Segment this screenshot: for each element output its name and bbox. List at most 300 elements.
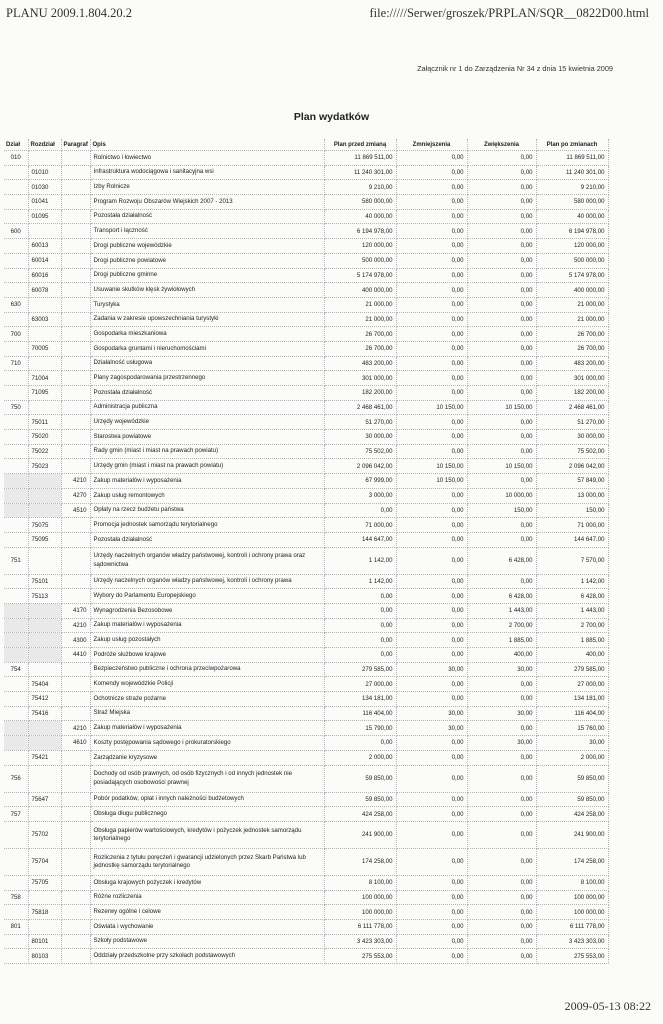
cell-zwiekszenia: 0,00 (467, 875, 536, 890)
cell-rozdzial: 71095 (28, 386, 61, 401)
cell-dzial (4, 633, 28, 648)
table-row (4, 297, 608, 312)
cell-rozdzial (28, 807, 61, 822)
cell-paragraf (61, 356, 90, 371)
cell-zwiekszenia: 0,00 (467, 821, 536, 848)
cell-paragraf (61, 518, 90, 533)
cell-plan-po: 3 423 303,00 (536, 934, 608, 949)
table-row (4, 430, 608, 445)
cell-paragraf (61, 792, 90, 807)
cell-plan-przed: 0,00 (324, 633, 396, 648)
cell-rozdzial: 60013 (28, 239, 61, 254)
cell-rozdzial (28, 890, 61, 905)
cell-rozdzial: 80101 (28, 934, 61, 949)
print-header-title: PLANU 2009.1.804.20.2 (6, 6, 133, 20)
cell-zmniejszenia: 0,00 (396, 532, 467, 547)
cell-zmniejszenia: 0,00 (396, 430, 467, 445)
cell-zmniejszenia: 0,00 (396, 444, 467, 459)
cell-rozdzial: 75113 (28, 589, 61, 604)
cell-dzial: 600 (4, 224, 28, 239)
cell-opis: Oddziały przedszkolne przy szkołach podstawowych (90, 949, 324, 964)
cell-dzial (4, 165, 28, 180)
cell-dzial: 757 (4, 807, 28, 822)
cell-paragraf (61, 430, 90, 445)
table-row (4, 239, 608, 254)
cell-plan-przed: 75 502,00 (324, 444, 396, 459)
cell-opis: Drogi publiczne wojewódzkie (90, 239, 324, 254)
table-row (4, 312, 608, 327)
cell-dzial: 756 (4, 765, 28, 792)
cell-opis: Zakup materiałów i wyposażenia (90, 721, 324, 736)
cell-paragraf (61, 297, 90, 312)
cell-plan-po: 2 700,00 (536, 618, 608, 633)
cell-zmniejszenia: 0,00 (396, 677, 467, 692)
cell-plan-przed: 2 000,00 (324, 750, 396, 765)
cell-paragraf (61, 532, 90, 547)
table-row (4, 341, 608, 356)
cell-opis: Rozliczenia z tytułu poręczeń i gwarancji udzielonych przez Skarb Państwa lub jednostkę samorządu terytorialnego (90, 848, 324, 875)
cell-dzial: 758 (4, 890, 28, 905)
cell-dzial (4, 488, 28, 503)
cell-plan-przed: 6 194 978,00 (324, 224, 396, 239)
cell-rozdzial: 75011 (28, 415, 61, 430)
table-row (4, 165, 608, 180)
cell-opis: Izby Rolnicze (90, 180, 324, 195)
cell-dzial: 751 (4, 547, 28, 574)
cell-plan-przed: 26 700,00 (324, 341, 396, 356)
cell-opis: Zarządzanie kryzysowe (90, 750, 324, 765)
cell-zwiekszenia: 0,00 (467, 165, 536, 180)
cell-plan-po: 30 000,00 (536, 430, 608, 445)
cell-opis: Komendy wojewódzkie Policji (90, 677, 324, 692)
cell-zwiekszenia: 0,00 (467, 312, 536, 327)
table-row (4, 934, 608, 949)
table-row (4, 532, 608, 547)
table-row (4, 386, 608, 401)
cell-paragraf (61, 765, 90, 792)
cell-paragraf (61, 195, 90, 210)
cell-plan-po: 580 000,00 (536, 195, 608, 210)
cell-rozdzial (28, 662, 61, 677)
cell-zmniejszenia: 0,00 (396, 224, 467, 239)
cell-plan-przed: 182 200,00 (324, 386, 396, 401)
cell-opis: Starostwa powiatowe (90, 430, 324, 445)
table-row (4, 662, 608, 677)
table-row (4, 949, 608, 964)
cell-opis: Infrastruktura wodociągowa i sanitacyjna wsi (90, 165, 324, 180)
cell-plan-przed: 241 900,00 (324, 821, 396, 848)
cell-plan-przed: 26 700,00 (324, 327, 396, 342)
cell-zmniejszenia: 0,00 (396, 949, 467, 964)
cell-zwiekszenia: 0,00 (467, 180, 536, 195)
cell-paragraf (61, 415, 90, 430)
cell-plan-po: 2 000,00 (536, 750, 608, 765)
cell-zmniejszenia: 0,00 (396, 692, 467, 707)
cell-plan-przed: 0,00 (324, 648, 396, 663)
cell-zwiekszenia: 0,00 (467, 444, 536, 459)
cell-rozdzial (28, 736, 61, 751)
cell-dzial (4, 692, 28, 707)
cell-plan-po: 40 000,00 (536, 209, 608, 224)
cell-dzial (4, 905, 28, 920)
cell-paragraf: 4300 (61, 633, 90, 648)
cell-rozdzial (28, 356, 61, 371)
cell-paragraf (61, 386, 90, 401)
cell-opis: Opłaty na rzecz budżetu państwa (90, 503, 324, 518)
cell-opis: Rolnictwo i łowiectwo (90, 151, 324, 166)
table-row (4, 765, 608, 792)
cell-paragraf (61, 253, 90, 268)
cell-opis: Obsługa krajowych pożyczek i kredytów (90, 875, 324, 890)
table-row (4, 692, 608, 707)
table-row (4, 807, 608, 822)
cell-zwiekszenia: 0,00 (467, 807, 536, 822)
cell-dzial (4, 618, 28, 633)
cell-dzial (4, 312, 28, 327)
table-row (4, 518, 608, 533)
cell-plan-po: 2 096 042,00 (536, 459, 608, 474)
cell-plan-po: 424 258,00 (536, 807, 608, 822)
cell-plan-przed: 275 553,00 (324, 949, 396, 964)
cell-zmniejszenia: 0,00 (396, 209, 467, 224)
cell-rozdzial (28, 618, 61, 633)
cell-zwiekszenia: 0,00 (467, 283, 536, 298)
cell-dzial (4, 371, 28, 386)
cell-zwiekszenia: 10 000,00 (467, 488, 536, 503)
cell-zmniejszenia: 0,00 (396, 589, 467, 604)
cell-plan-przed: 120 000,00 (324, 239, 396, 254)
cell-zmniejszenia: 0,00 (396, 268, 467, 283)
cell-zwiekszenia: 0,00 (467, 750, 536, 765)
cell-plan-przed: 21 000,00 (324, 297, 396, 312)
cell-opis: Oświata i wychowanie (90, 919, 324, 934)
cell-plan-po: 21 000,00 (536, 312, 608, 327)
table-row (4, 356, 608, 371)
cell-zwiekszenia: 0,00 (467, 721, 536, 736)
cell-zwiekszenia: 0,00 (467, 371, 536, 386)
cell-rozdzial: 75412 (28, 692, 61, 707)
cell-rozdzial: 60016 (28, 268, 61, 283)
cell-zmniejszenia: 0,00 (396, 239, 467, 254)
cell-zwiekszenia: 2 700,00 (467, 618, 536, 633)
cell-zmniejszenia: 0,00 (396, 386, 467, 401)
cell-plan-po: 1 142,00 (536, 574, 608, 589)
cell-zwiekszenia: 1 885,00 (467, 633, 536, 648)
cell-rozdzial (28, 603, 61, 618)
cell-plan-przed: 279 585,00 (324, 662, 396, 677)
cell-zmniejszenia: 0,00 (396, 297, 467, 312)
cell-dzial (4, 283, 28, 298)
cell-rozdzial: 01030 (28, 180, 61, 195)
cell-zwiekszenia: 0,00 (467, 919, 536, 934)
cell-dzial (4, 444, 28, 459)
cell-rozdzial: 01095 (28, 209, 61, 224)
cell-zwiekszenia: 0,00 (467, 151, 536, 166)
cell-opis: Wybory do Parlamentu Europejskiego (90, 589, 324, 604)
cell-dzial (4, 518, 28, 533)
cell-plan-przed: 134 181,00 (324, 692, 396, 707)
cell-dzial (4, 706, 28, 721)
table-row (4, 736, 608, 751)
cell-plan-po: 9 210,00 (536, 180, 608, 195)
cell-opis: Urzędy gmin (miast i miast na prawach powiatu) (90, 459, 324, 474)
cell-paragraf (61, 807, 90, 822)
cell-plan-przed: 0,00 (324, 618, 396, 633)
cell-opis: Urzędy naczelnych organów władzy państwowej, kontroli i ochrony prawa (90, 574, 324, 589)
table-row (4, 792, 608, 807)
cell-zmniejszenia: 0,00 (396, 503, 467, 518)
cell-rozdzial: 63003 (28, 312, 61, 327)
table-row (4, 821, 608, 848)
cell-dzial (4, 648, 28, 663)
cell-zwiekszenia: 30,00 (467, 662, 536, 677)
cell-opis: Gospodarka mieszkaniowa (90, 327, 324, 342)
col-header-paragraf: Paragraf (61, 139, 90, 151)
cell-dzial (4, 268, 28, 283)
cell-plan-przed: 1 142,00 (324, 574, 396, 589)
cell-paragraf (61, 848, 90, 875)
cell-opis: Usuwanie skutków klęsk żywiołowych (90, 283, 324, 298)
cell-zwiekszenia: 0,00 (467, 692, 536, 707)
cell-opis: Drogi publiczne powiatowe (90, 253, 324, 268)
cell-plan-po: 120 000,00 (536, 239, 608, 254)
cell-dzial (4, 341, 28, 356)
cell-opis: Zadania w zakresie upowszechniania turystyki (90, 312, 324, 327)
table-row (4, 721, 608, 736)
cell-zwiekszenia: 0,00 (467, 532, 536, 547)
cell-plan-przed: 67 999,00 (324, 474, 396, 489)
cell-plan-przed: 3 423 303,00 (324, 934, 396, 949)
cell-plan-po: 6 428,00 (536, 589, 608, 604)
cell-zmniejszenia: 0,00 (396, 327, 467, 342)
cell-zmniejszenia: 0,00 (396, 821, 467, 848)
print-footer-timestamp: 2009-05-13 08:22 (564, 999, 651, 1013)
cell-plan-przed: 21 000,00 (324, 312, 396, 327)
cell-opis: Zakup materiałów i wyposażenia (90, 618, 324, 633)
cell-rozdzial (28, 919, 61, 934)
cell-paragraf (61, 283, 90, 298)
table-row (4, 180, 608, 195)
cell-rozdzial: 75101 (28, 574, 61, 589)
cell-zwiekszenia: 6 428,00 (467, 547, 536, 574)
cell-dzial (4, 209, 28, 224)
cell-dzial (4, 430, 28, 445)
cell-rozdzial (28, 327, 61, 342)
cell-rozdzial: 75702 (28, 821, 61, 848)
cell-plan-po: 15 760,00 (536, 721, 608, 736)
cell-dzial (4, 589, 28, 604)
cell-zwiekszenia: 0,00 (467, 415, 536, 430)
cell-dzial: 754 (4, 662, 28, 677)
table-row (4, 268, 608, 283)
cell-dzial (4, 792, 28, 807)
cell-zmniejszenia: 0,00 (396, 905, 467, 920)
cell-plan-przed: 483 200,00 (324, 356, 396, 371)
cell-plan-przed: 500 000,00 (324, 253, 396, 268)
cell-rozdzial (28, 648, 61, 663)
cell-rozdzial: 01010 (28, 165, 61, 180)
cell-plan-przed: 116 404,00 (324, 706, 396, 721)
cell-opis: Pozostała działalność (90, 386, 324, 401)
cell-zmniejszenia: 0,00 (396, 574, 467, 589)
cell-dzial (4, 949, 28, 964)
cell-zwiekszenia: 0,00 (467, 209, 536, 224)
cell-rozdzial (28, 400, 61, 415)
cell-dzial (4, 386, 28, 401)
cell-plan-po: 26 700,00 (536, 341, 608, 356)
cell-rozdzial (28, 297, 61, 312)
cell-paragraf: 4410 (61, 648, 90, 663)
cell-opis: Zakup usług pozostałych (90, 633, 324, 648)
cell-plan-przed: 100 000,00 (324, 890, 396, 905)
cell-plan-przed: 11 869 511,00 (324, 151, 396, 166)
cell-rozdzial: 75704 (28, 848, 61, 875)
table-row (4, 706, 608, 721)
cell-zmniejszenia: 0,00 (396, 603, 467, 618)
cell-dzial (4, 503, 28, 518)
cell-paragraf (61, 875, 90, 890)
cell-plan-po: 30,00 (536, 736, 608, 751)
table-row (4, 459, 608, 474)
cell-paragraf (61, 821, 90, 848)
cell-paragraf (61, 165, 90, 180)
cell-plan-przed: 40 000,00 (324, 209, 396, 224)
cell-opis: Pozostała działalność (90, 209, 324, 224)
col-header-rozdzial: Rozdział (28, 139, 61, 151)
cell-dzial (4, 750, 28, 765)
cell-plan-przed: 27 000,00 (324, 677, 396, 692)
cell-zmniejszenia: 0,00 (396, 195, 467, 210)
cell-zmniejszenia: 30,00 (396, 706, 467, 721)
cell-plan-po: 51 270,00 (536, 415, 608, 430)
cell-paragraf (61, 444, 90, 459)
cell-plan-po: 150,00 (536, 503, 608, 518)
table-row (4, 503, 608, 518)
cell-zmniejszenia: 0,00 (396, 253, 467, 268)
cell-plan-przed: 2 096 042,00 (324, 459, 396, 474)
cell-paragraf: 4170 (61, 603, 90, 618)
cell-opis: Zakup usług remontowych (90, 488, 324, 503)
cell-opis: Wynagrodzenia Bezosobowe (90, 603, 324, 618)
cell-paragraf (61, 574, 90, 589)
cell-zwiekszenia: 30,00 (467, 706, 536, 721)
cell-plan-po: 400 000,00 (536, 283, 608, 298)
cell-paragraf (61, 706, 90, 721)
table-row (4, 603, 608, 618)
cell-opis: Koszty postępowania sądowego i prokuratorskiego (90, 736, 324, 751)
cell-paragraf (61, 268, 90, 283)
col-header-zmniejszenia: Zmniejszenia (396, 139, 467, 151)
cell-zmniejszenia: 0,00 (396, 180, 467, 195)
cell-plan-przed: 301 000,00 (324, 371, 396, 386)
cell-dzial (4, 532, 28, 547)
cell-opis: Obsługa długu publicznego (90, 807, 324, 822)
cell-opis: Gospodarka gruntami i nieruchomościami (90, 341, 324, 356)
cell-rozdzial: 70005 (28, 341, 61, 356)
cell-plan-po: 11 240 301,00 (536, 165, 608, 180)
cell-zwiekszenia: 0,00 (467, 386, 536, 401)
cell-paragraf (61, 677, 90, 692)
cell-dzial (4, 180, 28, 195)
cell-opis: Urzędy wojewódzkie (90, 415, 324, 430)
cell-zmniejszenia: 0,00 (396, 356, 467, 371)
table-row (4, 400, 608, 415)
cell-rozdzial: 01041 (28, 195, 61, 210)
cell-opis: Pozostała działalność (90, 532, 324, 547)
cell-zwiekszenia: 0,00 (467, 341, 536, 356)
col-header-opis: Opis (90, 139, 324, 151)
cell-plan-po: 26 700,00 (536, 327, 608, 342)
cell-dzial (4, 736, 28, 751)
cell-dzial: 630 (4, 297, 28, 312)
cell-dzial (4, 934, 28, 949)
cell-zwiekszenia: 0,00 (467, 792, 536, 807)
cell-plan-przed: 1 142,00 (324, 547, 396, 574)
cell-zwiekszenia: 0,00 (467, 890, 536, 905)
cell-plan-po: 100 000,00 (536, 905, 608, 920)
cell-paragraf (61, 750, 90, 765)
cell-dzial: 010 (4, 151, 28, 166)
cell-zmniejszenia: 0,00 (396, 371, 467, 386)
cell-plan-przed: 5 174 978,00 (324, 268, 396, 283)
cell-paragraf (61, 589, 90, 604)
attachment-note: Załącznik nr 1 do Zarządzenia Nr 34 z dnia 15 kwietnia 2009 (417, 64, 613, 73)
cell-rozdzial (28, 765, 61, 792)
cell-opis: Rady gmin (miast i miast na prawach powiatu) (90, 444, 324, 459)
cell-plan-po: 71 000,00 (536, 518, 608, 533)
cell-plan-przed: 144 647,00 (324, 532, 396, 547)
table-row (4, 253, 608, 268)
table-row (4, 415, 608, 430)
expenses-table (4, 139, 609, 964)
cell-zmniejszenia: 0,00 (396, 848, 467, 875)
cell-zmniejszenia: 0,00 (396, 312, 467, 327)
cell-zwiekszenia: 6 428,00 (467, 589, 536, 604)
col-header-zwiekszenia: Zwiększenia (467, 139, 536, 151)
cell-plan-po: 21 000,00 (536, 297, 608, 312)
table-header-row (4, 139, 608, 151)
col-header-plan-po: Plan po zmianach (536, 139, 608, 151)
table-row (4, 474, 608, 489)
cell-dzial (4, 253, 28, 268)
cell-zmniejszenia: 10 150,00 (396, 474, 467, 489)
table-row (4, 648, 608, 663)
cell-plan-po: 8 100,00 (536, 875, 608, 890)
cell-plan-po: 275 553,00 (536, 949, 608, 964)
table-row (4, 444, 608, 459)
cell-zmniejszenia: 0,00 (396, 919, 467, 934)
cell-plan-po: 59 850,00 (536, 792, 608, 807)
cell-rozdzial: 75020 (28, 430, 61, 445)
cell-plan-przed: 9 210,00 (324, 180, 396, 195)
cell-opis: Podróże służbowe krajowe (90, 648, 324, 663)
cell-plan-przed: 59 850,00 (324, 792, 396, 807)
cell-plan-przed: 0,00 (324, 603, 396, 618)
cell-zwiekszenia: 0,00 (467, 356, 536, 371)
cell-zwiekszenia: 0,00 (467, 518, 536, 533)
cell-paragraf (61, 919, 90, 934)
cell-opis: Transport i łączność (90, 224, 324, 239)
cell-dzial: 801 (4, 919, 28, 934)
cell-plan-przed: 0,00 (324, 736, 396, 751)
cell-zwiekszenia: 30,00 (467, 736, 536, 751)
cell-dzial (4, 875, 28, 890)
table-row (4, 151, 608, 166)
cell-paragraf (61, 949, 90, 964)
cell-paragraf: 4210 (61, 721, 90, 736)
cell-dzial (4, 603, 28, 618)
cell-zwiekszenia: 0,00 (467, 195, 536, 210)
